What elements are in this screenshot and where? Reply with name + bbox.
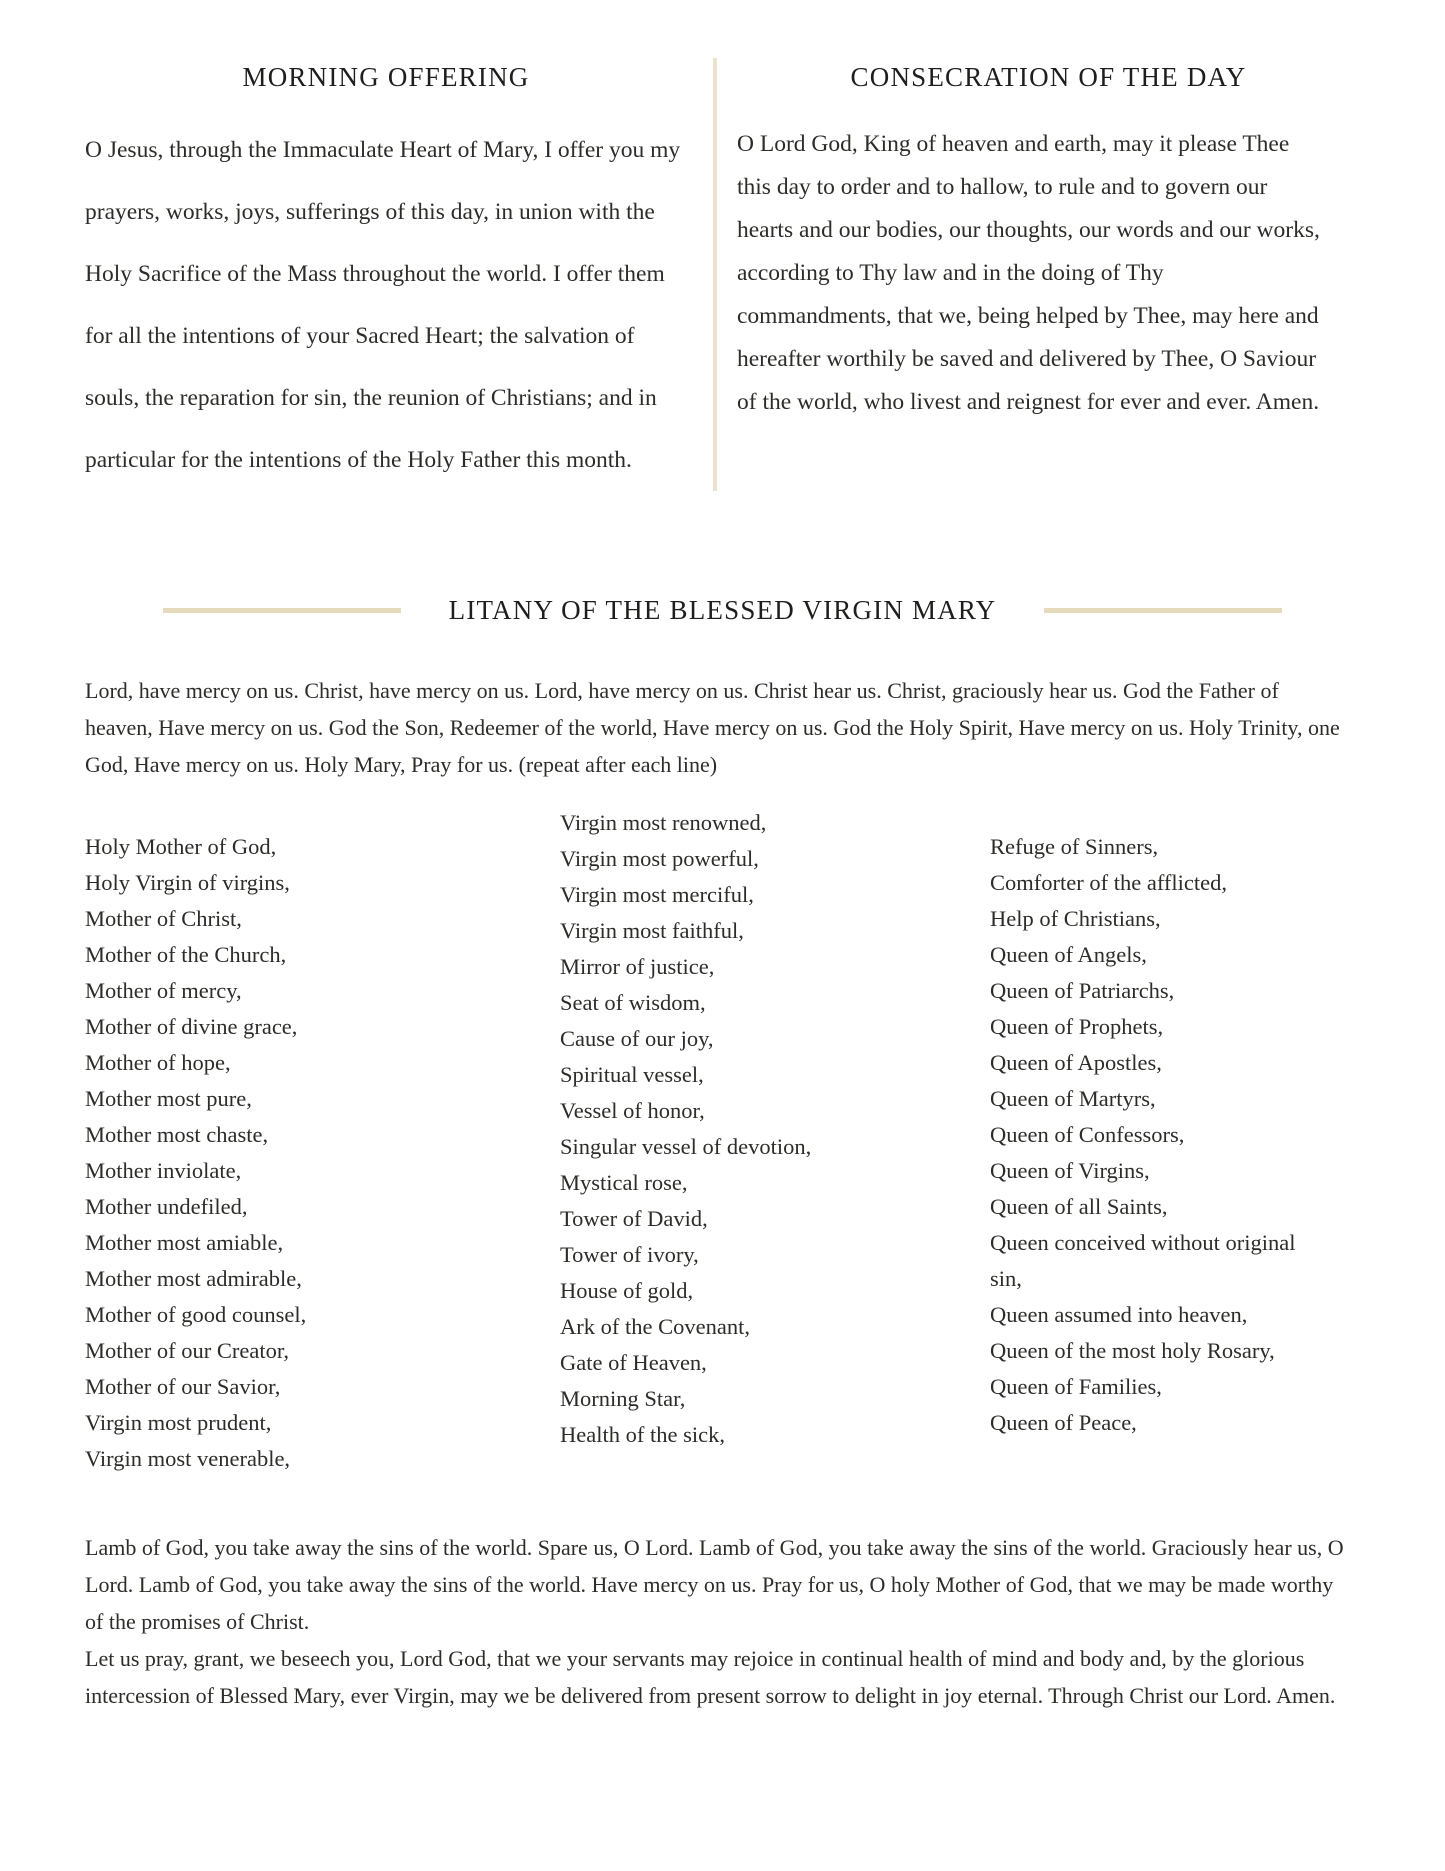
litany-closing: [85, 1529, 1357, 1714]
litany-invocation: Queen conceived without original sin,: [990, 1230, 1296, 1291]
litany-invocation: Virgin most renowned,: [560, 810, 767, 835]
litany-invocation: Queen of all Saints,: [990, 1194, 1168, 1219]
morning-offering-body: O Jesus, through the Immaculate Heart of Mary, I offer you my prayers, works, joys, sufferings of this day, in union with the Holy Sacrifice of the Mass throughout the world. I offer them for all the intentions of your Sacred Heart; the salvation of souls, the reparation for sin, the reunion of Christians; and in particular for the intentions of the Holy Father this month.: [85, 137, 681, 473]
litany-invocation: Queen of Patriarchs,: [990, 978, 1175, 1003]
litany-invocation: Health of the sick,: [560, 1422, 725, 1447]
litany-invocation: Spiritual vessel,: [560, 1062, 704, 1087]
litany-invocation: Queen of Confessors,: [990, 1122, 1185, 1147]
litany-invocation: Mother of hope,: [85, 1050, 231, 1075]
litany-invocation: Virgin most merciful,: [560, 882, 754, 907]
litany-invocation: Tower of David,: [560, 1206, 708, 1231]
litany-invocation: Comforter of the afflicted,: [990, 870, 1227, 895]
litany-invocation: House of gold,: [560, 1278, 694, 1303]
litany-invocation: Refuge of Sinners,: [990, 834, 1159, 859]
consecration-section: [713, 58, 1360, 491]
litany-closing-lamb-of-god: Lamb of God, you take away the sins of the world. Spare us, O Lord. Lamb of God, you take away the sins of the world. Graciously hear us, O Lord. Lamb of God, you take away the sins of the world. Have mercy on us. Pray for us, O holy Mother of God, that we may be made worthy of the promises of Christ.: [85, 1535, 1344, 1634]
litany-column-1: [85, 805, 560, 1477]
litany-title: LITANY OF THE BLESSED VIRGIN MARY: [448, 595, 997, 625]
litany-columns: [85, 805, 1360, 1477]
litany-invocation: Gate of Heaven,: [560, 1350, 707, 1375]
litany-invocation: Mother of the Church,: [85, 942, 287, 967]
morning-offering-title: MORNING OFFERING: [242, 62, 530, 92]
litany-invocation: Virgin most prudent,: [85, 1410, 272, 1435]
litany-invocation: Queen of Angels,: [990, 942, 1147, 967]
litany-invocation: Mystical rose,: [560, 1170, 688, 1195]
litany-invocation: Mother most amiable,: [85, 1230, 284, 1255]
litany-invocation: Mother most admirable,: [85, 1266, 302, 1291]
litany-invocation: Queen of Virgins,: [990, 1158, 1150, 1183]
litany-closing-let-us-pray: Let us pray, grant, we beseech you, Lord God, that we your servants may rejoice in continual health of mind and body and, by the glorious intercession of Blessed Mary, ever Virgin, may we be delivered from present sorrow to delight in joy eternal. Through Christ our Lord. Amen.: [85, 1646, 1336, 1708]
litany-invocation: Singular vessel of devotion,: [560, 1134, 812, 1159]
litany-invocation: Cause of our joy,: [560, 1026, 714, 1051]
litany-invocation: Mother of Christ,: [85, 906, 242, 931]
litany-invocation: Mother of our Creator,: [85, 1338, 290, 1363]
litany-invocation: Virgin most powerful,: [560, 846, 759, 871]
litany-invocation: Mother most chaste,: [85, 1122, 269, 1147]
litany-title-row: [85, 595, 1360, 626]
decorative-line-left: [163, 608, 401, 613]
litany-invocation: Queen of Peace,: [990, 1410, 1137, 1435]
litany-invocation: Tower of ivory,: [560, 1242, 699, 1267]
litany-invocation: Mother inviolate,: [85, 1158, 242, 1183]
litany-invocation: Mother most pure,: [85, 1086, 252, 1111]
litany-invocation: Mirror of justice,: [560, 954, 715, 979]
top-prayer-section: [85, 58, 1360, 491]
litany-invocation: Queen of Families,: [990, 1374, 1162, 1399]
litany-invocation: Queen of Prophets,: [990, 1014, 1164, 1039]
litany-invocation: Virgin most venerable,: [85, 1446, 291, 1471]
litany-invocation: Queen assumed into heaven,: [990, 1302, 1248, 1327]
morning-offering-section: [85, 58, 713, 491]
litany-invocation: Mother of good counsel,: [85, 1302, 307, 1327]
litany-invocation: Mother of our Savior,: [85, 1374, 281, 1399]
litany-invocation: Virgin most faithful,: [560, 918, 744, 943]
decorative-line-right: [1044, 608, 1282, 613]
consecration-body: O Lord God, King of heaven and earth, may it please Thee this day to order and to hallow, to rule and to govern our hearts and our bodies, our thoughts, our words and our works, according to Thy law and in the doing of Thy commandments, that we, being helped by Thee, may here and hereafter worthily be saved and delivered by Thee, O Saviour of the world, who livest and reignest for ever and ever. Amen.: [737, 131, 1320, 415]
litany-column-2: [560, 805, 990, 1477]
litany-invocation: Holy Virgin of virgins,: [85, 870, 290, 895]
litany-invocation: Queen of the most holy Rosary,: [990, 1338, 1275, 1363]
litany-invocation: Ark of the Covenant,: [560, 1314, 750, 1339]
litany-invocation: Mother of mercy,: [85, 978, 242, 1003]
litany-invocation: Mother of divine grace,: [85, 1014, 298, 1039]
litany-invocation: Holy Mother of God,: [85, 834, 277, 859]
litany-invocation: Mother undefiled,: [85, 1194, 248, 1219]
litany-invocation: Help of Christians,: [990, 906, 1161, 931]
consecration-title: CONSECRATION OF THE DAY: [850, 62, 1247, 92]
litany-invocation: Morning Star,: [560, 1386, 686, 1411]
litany-invocation: Seat of wisdom,: [560, 990, 706, 1015]
litany-invocation: Queen of Martyrs,: [990, 1086, 1156, 1111]
litany-column-3: [990, 805, 1310, 1477]
litany-invocation: Vessel of honor,: [560, 1098, 705, 1123]
litany-intro: Lord, have mercy on us. Christ, have mercy on us. Lord, have mercy on us. Christ hear us. Christ, graciously hear us. God the Father of heaven, Have mercy on us. God the Son, Redeemer of the world, Have mercy on us. God the Holy Spirit, Have mercy on us. Holy Trinity, one God, Have mercy on us. Holy Mary, Pray for us. (repeat after each line): [85, 678, 1340, 777]
litany-invocation: Queen of Apostles,: [990, 1050, 1162, 1075]
